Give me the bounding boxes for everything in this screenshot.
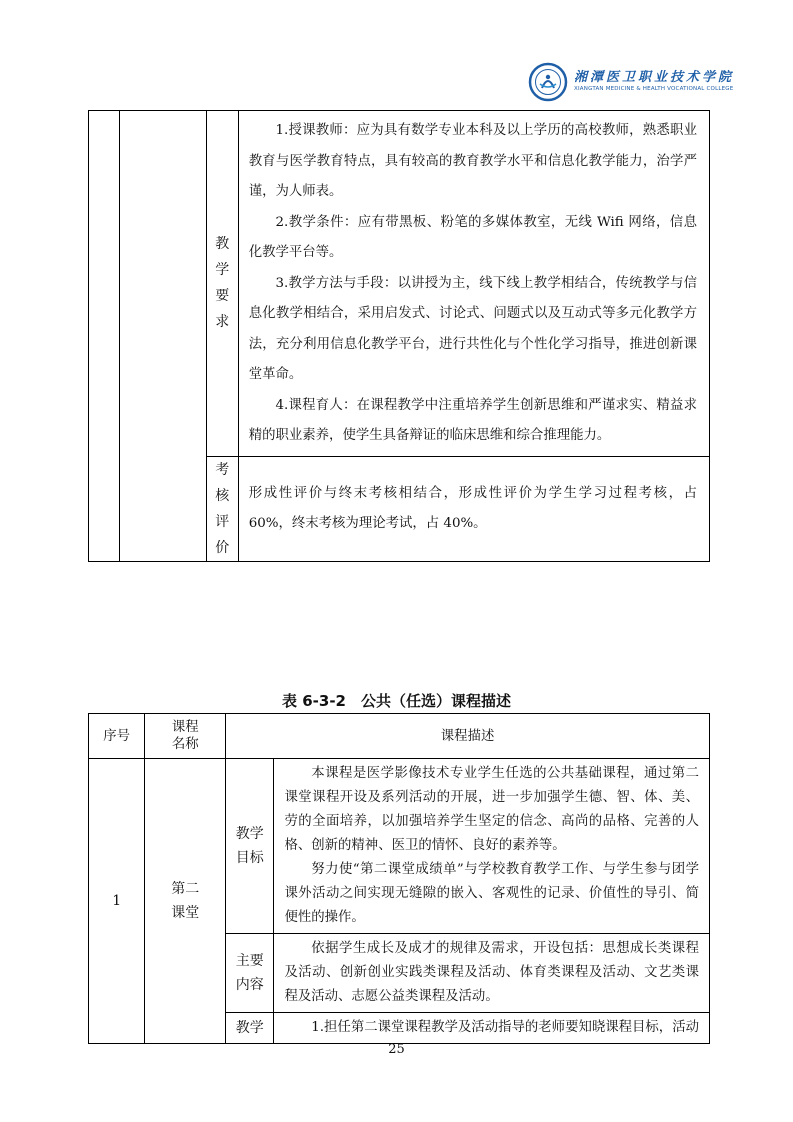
assessment-content: 形成性评价与终末考核相结合，形成性评价为学生学习过程考核，占 60%，终末考核为理论考试，占 40%。 <box>238 456 709 561</box>
page-number: 25 <box>388 1042 405 1057</box>
course-name-cell-empty <box>119 111 206 562</box>
assessment-label: 考 核 评 价 <box>206 456 238 561</box>
teaching-req-text: 1.担任第二课堂课程教学及活动指导的老师要知晓课程目标，活动 <box>274 1013 710 1044</box>
seq-cell-empty <box>89 111 120 562</box>
main-content-label: 主要 内容 <box>226 934 274 1013</box>
course-continuation-table <box>88 110 710 562</box>
requirement-item: 1.授课教师：应为具有数学专业本科及以上学历的高校教师，熟悉职业教育与医学教育特点，具有较高的教育教学水平和信息化教学能力，治学严谨，为人师表。 <box>248 123 697 199</box>
header-course-name: 课程 名称 <box>145 714 226 759</box>
logo-english-name: XIANGTAN MEDICINE & HEALTH VOCATIONAL COLLEGE <box>574 86 734 92</box>
table-title: 表 6-3-2 公共（任选）课程描述 <box>282 692 511 710</box>
page-header <box>0 60 793 100</box>
header-seq: 序号 <box>89 714 145 759</box>
elective-course-table <box>88 713 710 1044</box>
requirement-item: 4.课程育人：在课程教学中注重培养学生创新思维和严谨求实、精益求精的职业素养，使学生具备辩证的临床思维和综合推理能力。 <box>248 397 697 443</box>
logo-chinese-name: 湘潭医卫职业技术学院 <box>574 70 735 85</box>
teaching-requirements-label: 教 学 要 求 <box>206 111 238 457</box>
college-logo <box>528 62 735 102</box>
main-content-text: 依据学生成长及成才的规律及需求，开设包括：思想成长类课程及活动、创新创业实践类课程及活动、体育类课程及活动、文艺类课程及活动、志愿公益类课程及活动。 <box>274 934 710 1013</box>
teaching-goal-label: 教学 目标 <box>226 759 274 934</box>
college-emblem-icon <box>528 62 568 102</box>
teaching-req-label: 教学 <box>226 1013 274 1044</box>
teaching-requirements-content <box>238 111 709 457</box>
row-seq: 1 <box>89 759 145 1044</box>
requirement-item: 2.教学条件：应有带黑板、粉笔的多媒体教室，无线 Wifi 网络，信息化教学平台等。 <box>248 214 697 260</box>
header-description: 课程描述 <box>226 714 710 759</box>
row-course-name: 第二 课堂 <box>145 759 226 1044</box>
requirement-item: 3.教学方法与手段：以讲授为主，线下线上教学相结合，传统教学与信息化教学相结合，采用启发式、讨论式、问题式以及互动式等多元化教学方法，充分利用信息化教学平台，进行共性化与个性化学习指导，推进创新课堂革命。 <box>248 275 697 382</box>
teaching-goal-content: 本课程是医学影像技术专业学生任选的公共基础课程，通过第二课堂课程开设及系列活动的开展，进一步加强学生德、智、体、美、劳的全面培养，以加强培养学生坚定的信念、高尚的品格、完善的人格、创新的精神、医卫的情怀、良好的素养等。 努力使“第二课堂成绩单”与学校教育教学工作、与学生参与团学课外活动之间实现无缝隙的嵌入、客观性的记录、价值性的导引、简便性的操作。 <box>274 759 710 934</box>
table-header-row <box>89 714 710 759</box>
